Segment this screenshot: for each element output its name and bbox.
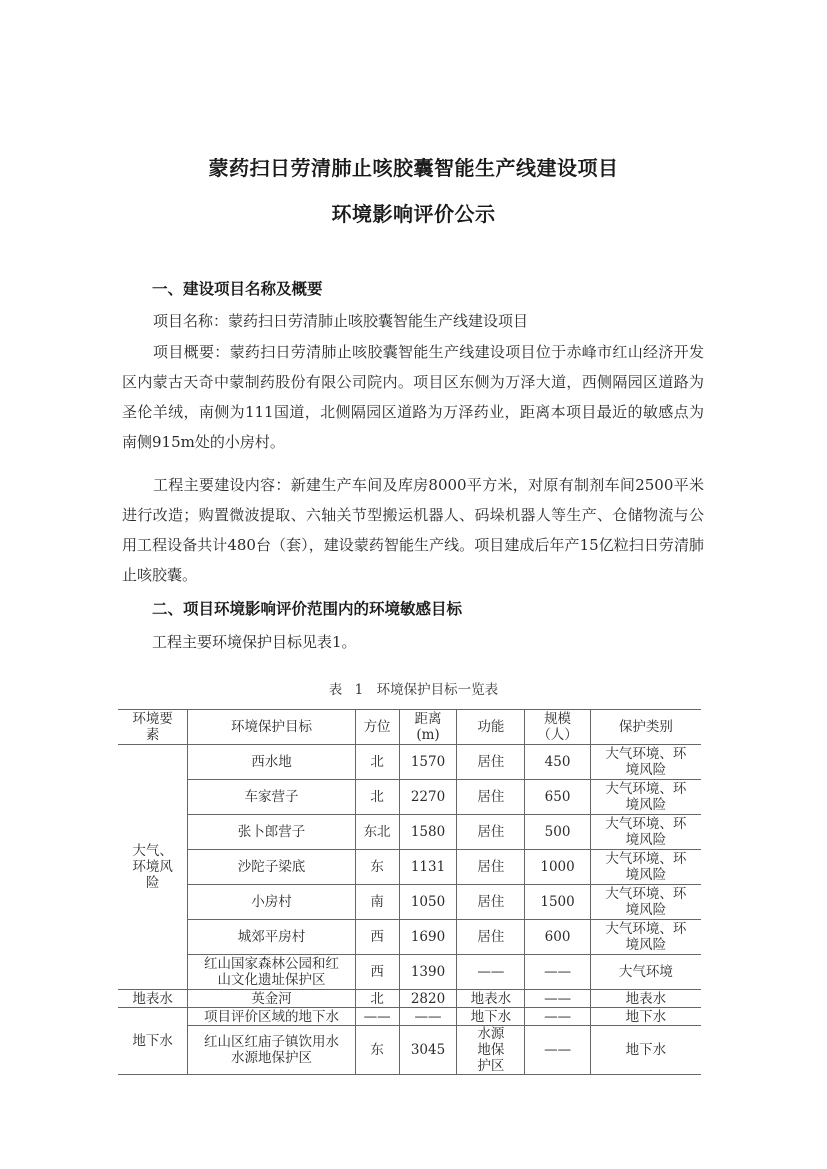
element-cell: 地下水	[118, 1008, 188, 1075]
distance-cell: ——	[399, 1008, 457, 1026]
distance-cell: 1570	[399, 745, 457, 780]
table-row	[118, 780, 701, 815]
distance-cell: 1131	[399, 850, 457, 885]
direction-cell: 北	[355, 990, 399, 1008]
section2-heading: 二、项目环境影响评价范围内的环境敏感目标	[152, 600, 463, 618]
construction-paragraph: 工程主要建设内容：新建生产车间及库房8000平方米，对原有制剂车间2500平米进行改造；购置微波提取、六轴关节型搬运机器人、码垛机器人等生产、仓储物流与公用工程设备共计480台（套），建设蒙药智能生产线。项目建成后年产15亿粒扫日劳清肺止咳胶囊。	[122, 476, 704, 584]
header-direction: 方位	[355, 710, 399, 745]
distance-cell: 3045	[399, 1026, 457, 1075]
target-cell: 红山国家森林公园和红山文化遗址保护区	[188, 955, 355, 990]
table-header-row	[118, 710, 701, 745]
direction-cell: 南	[355, 885, 399, 920]
header-element: 环境要素	[118, 710, 188, 745]
environment-protection-table	[118, 709, 701, 1075]
distance-cell: 2820	[399, 990, 457, 1008]
scale-cell: 1500	[525, 885, 591, 920]
header-scale: 规模（人）	[525, 710, 591, 745]
table-caption: 表 1 环境保护目标一览表	[328, 682, 499, 698]
category-cell: 地表水	[590, 990, 701, 1008]
function-cell: 居住	[457, 815, 525, 850]
scale-cell: ——	[525, 990, 591, 1008]
document-subtitle: 环境影响评价公示	[331, 202, 496, 226]
project-overview-paragraph: 项目概要：蒙药扫日劳清肺止咳胶囊智能生产线建设项目位于赤峰市红山经济开发区内蒙古天奇中蒙制药股份有限公司院内。项目区东侧为万泽大道，西侧隔园区道路为圣伦羊绒，南侧为111国道，北侧隔园区道路为万泽药业，距离本项目最近的敏感点为南侧915m处的小房村。	[122, 343, 704, 451]
direction-cell: 北	[355, 780, 399, 815]
scale-cell: 1000	[525, 850, 591, 885]
element-cell: 大气、环境风险	[118, 745, 188, 990]
header-target: 环境保护目标	[188, 710, 355, 745]
table-row	[118, 920, 701, 955]
scale-cell: 450	[525, 745, 591, 780]
section1-heading: 一、建设项目名称及概要	[152, 280, 323, 298]
table-row	[118, 850, 701, 885]
table-row	[118, 1008, 701, 1026]
distance-cell: 1690	[399, 920, 457, 955]
category-cell: 大气环境、环境风险	[590, 815, 701, 850]
table-intro-paragraph: 工程主要环境保护目标见表1。	[152, 633, 357, 651]
function-cell: 居住	[457, 745, 525, 780]
category-cell: 大气环境、环境风险	[590, 745, 701, 780]
direction-cell: 北	[355, 745, 399, 780]
table-row	[118, 745, 701, 780]
target-cell: 西水地	[188, 745, 355, 780]
category-cell: 大气环境、环境风险	[590, 920, 701, 955]
function-cell: 居住	[457, 920, 525, 955]
direction-cell: 西	[355, 920, 399, 955]
scale-cell: 600	[525, 920, 591, 955]
function-cell: 水源地保护区	[457, 1026, 525, 1075]
function-cell: ——	[457, 955, 525, 990]
function-cell: 居住	[457, 850, 525, 885]
target-cell: 项目评价区域的地下水	[188, 1008, 355, 1026]
table-row	[118, 955, 701, 990]
table-row	[118, 815, 701, 850]
function-cell: 地下水	[457, 1008, 525, 1026]
scale-cell: 500	[525, 815, 591, 850]
direction-cell: 东	[355, 850, 399, 885]
element-cell: 地表水	[118, 990, 188, 1008]
header-function: 功能	[457, 710, 525, 745]
scale-cell: ——	[525, 1026, 591, 1075]
scale-cell: ——	[525, 955, 591, 990]
function-cell: 居住	[457, 780, 525, 815]
project-name-paragraph: 项目名称：蒙药扫日劳清肺止咳胶囊智能生产线建设项目	[153, 312, 529, 330]
distance-cell: 1390	[399, 955, 457, 990]
category-cell: 大气环境	[590, 955, 701, 990]
target-cell: 沙陀子梁底	[188, 850, 355, 885]
distance-cell: 1050	[399, 885, 457, 920]
category-cell: 地下水	[590, 1026, 701, 1075]
category-cell: 大气环境、环境风险	[590, 885, 701, 920]
category-cell: 地下水	[590, 1008, 701, 1026]
distance-cell: 1580	[399, 815, 457, 850]
target-cell: 小房村	[188, 885, 355, 920]
header-distance: 距离(m)	[399, 710, 457, 745]
target-cell: 英金河	[188, 990, 355, 1008]
function-cell: 地表水	[457, 990, 525, 1008]
direction-cell: 东	[355, 1026, 399, 1075]
direction-cell: 西	[355, 955, 399, 990]
direction-cell: ——	[355, 1008, 399, 1026]
scale-cell: 650	[525, 780, 591, 815]
table-row	[118, 885, 701, 920]
document-title: 蒙药扫日劳清肺止咳胶囊智能生产线建设项目	[208, 156, 619, 180]
function-cell: 居住	[457, 885, 525, 920]
target-cell: 张卜郎营子	[188, 815, 355, 850]
table-row	[118, 1026, 701, 1075]
category-cell: 大气环境、环境风险	[590, 780, 701, 815]
target-cell: 城郊平房村	[188, 920, 355, 955]
header-category: 保护类别	[590, 710, 701, 745]
target-cell: 车家营子	[188, 780, 355, 815]
direction-cell: 东北	[355, 815, 399, 850]
scale-cell: ——	[525, 1008, 591, 1026]
table-row	[118, 990, 701, 1008]
distance-cell: 2270	[399, 780, 457, 815]
category-cell: 大气环境、环境风险	[590, 850, 701, 885]
target-cell: 红山区红庙子镇饮用水水源地保护区	[188, 1026, 355, 1075]
